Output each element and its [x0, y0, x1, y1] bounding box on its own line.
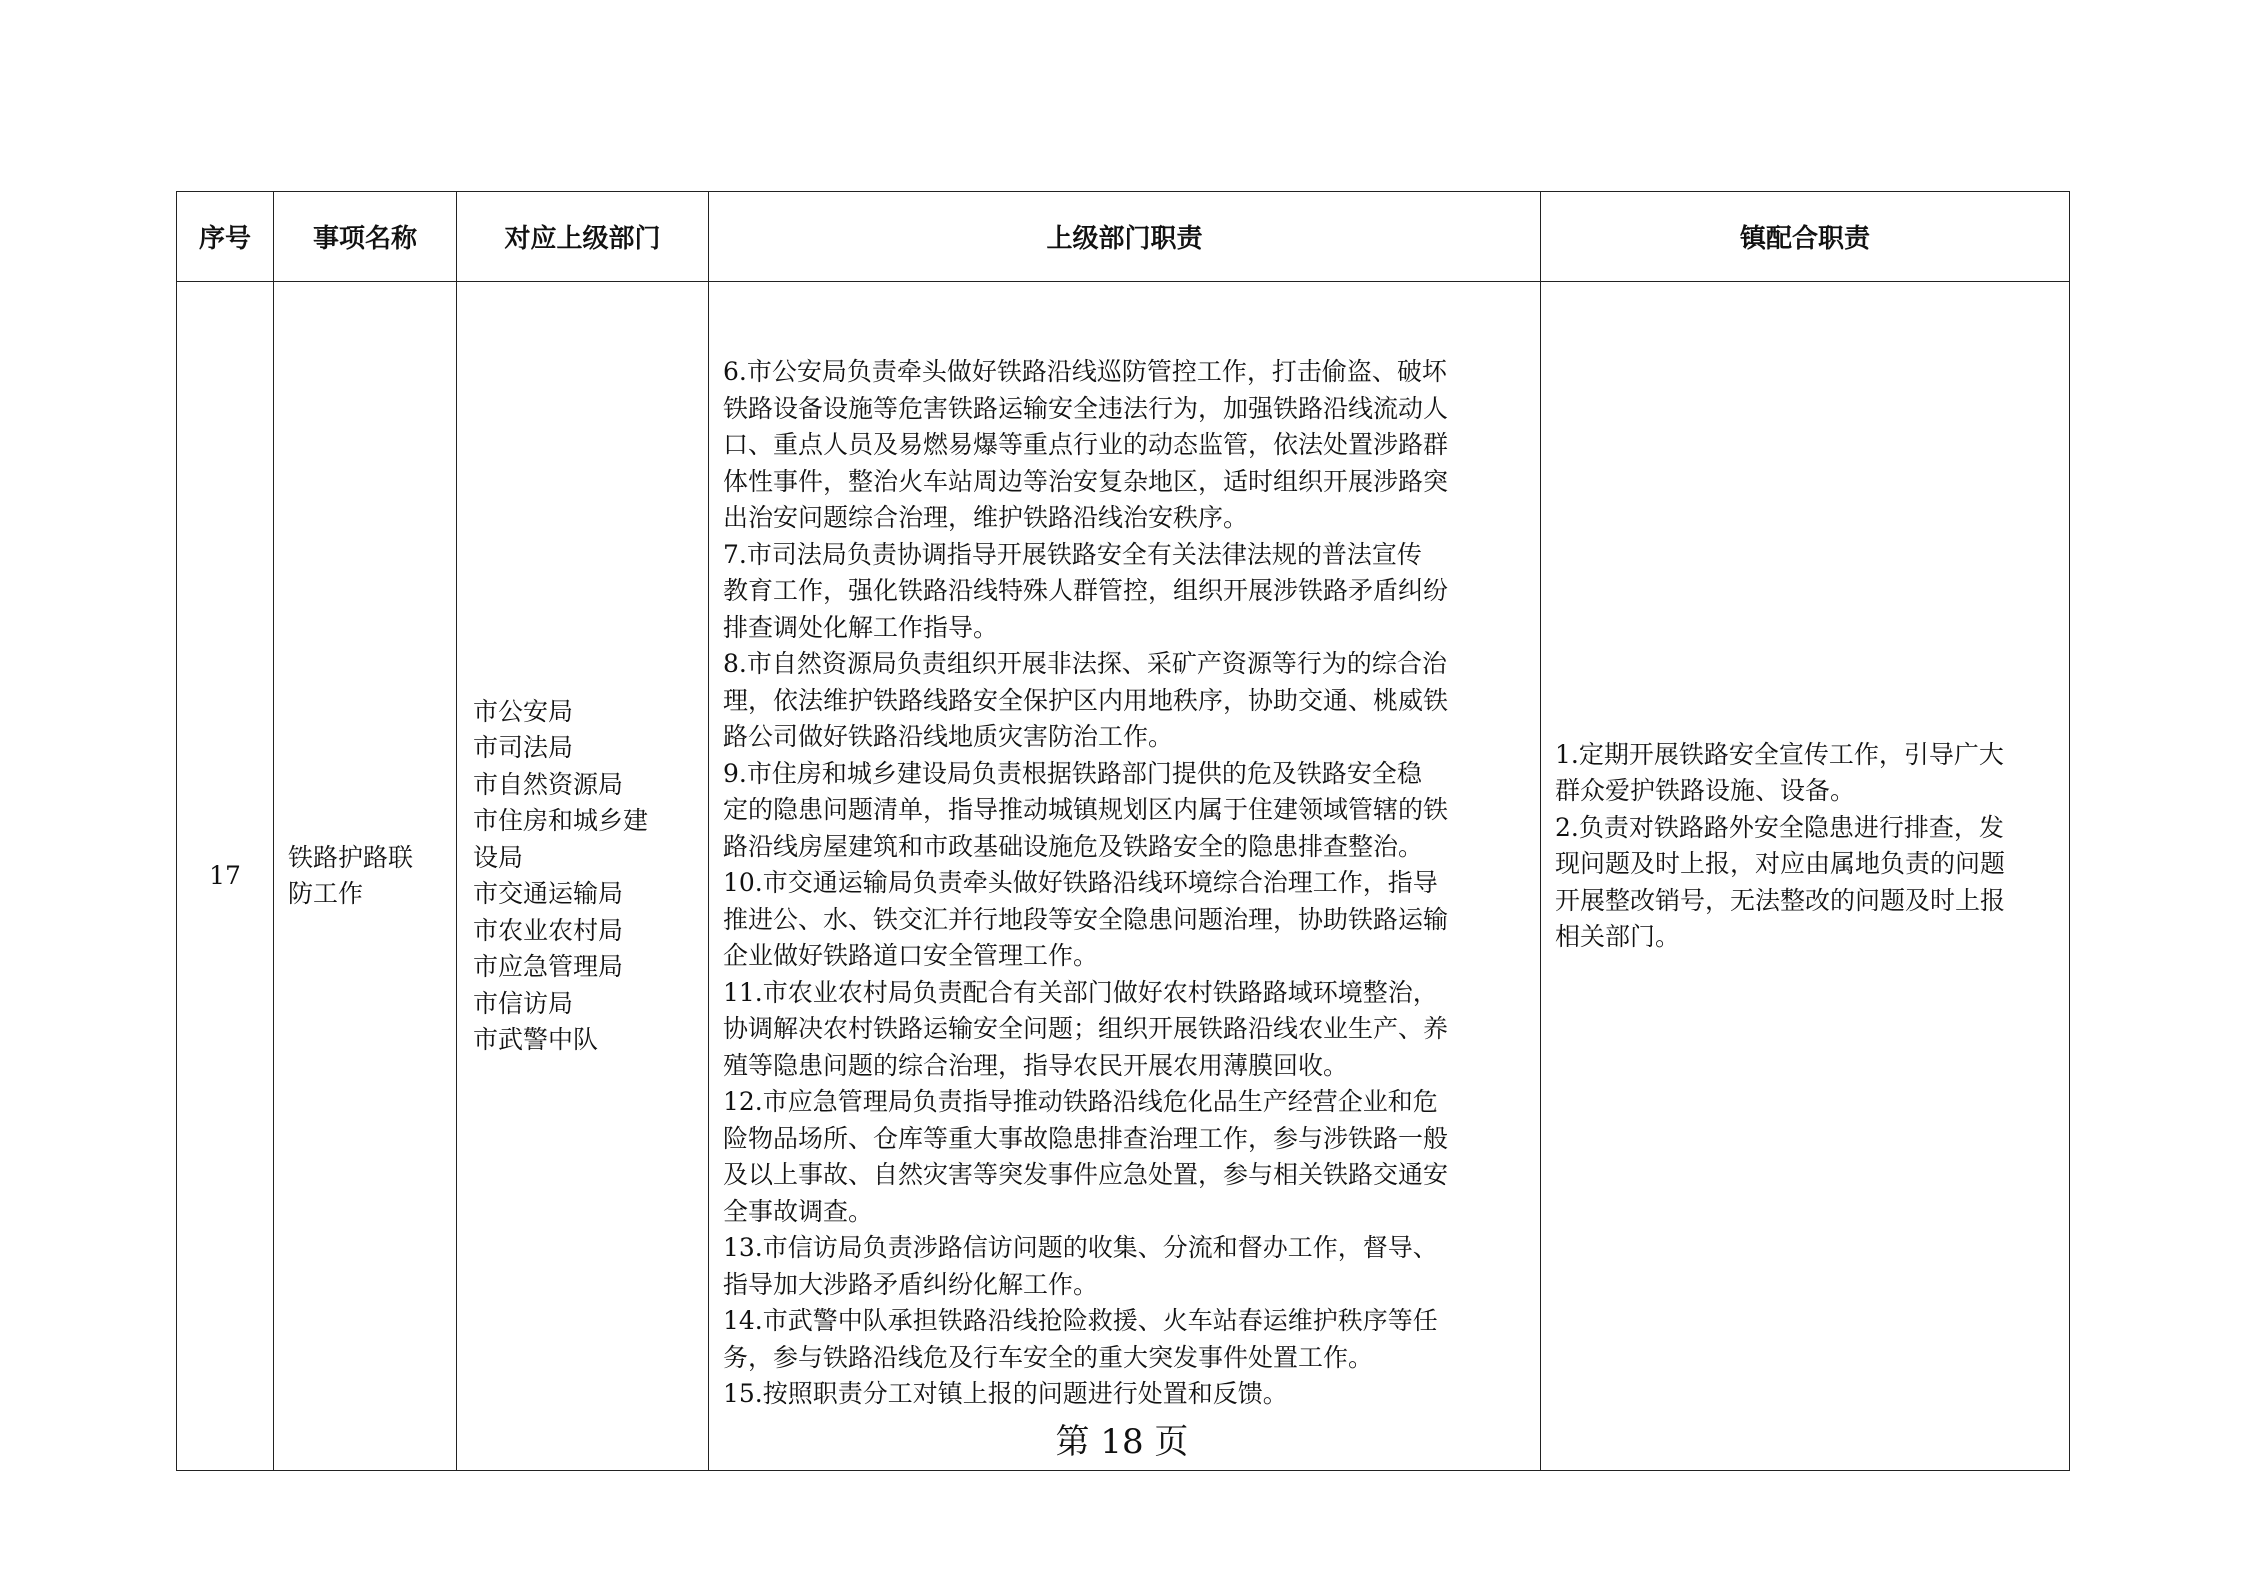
departments-cell: [457, 282, 709, 1471]
duty-table: [176, 191, 2070, 1471]
duty-line: 路公司做好铁路沿线地质灾害防治工作。: [723, 722, 1174, 751]
header-item-name: 事项名称: [274, 192, 457, 282]
department-line: 市公安局: [473, 696, 574, 726]
duty-line: 6.市公安局负责牵头做好铁路沿线巡防管控工作，打击偷盗、破坏: [723, 357, 1447, 386]
item-name-line: 防工作: [288, 879, 364, 908]
town-duty-line: 现问题及时上报，对应由属地负责的问题: [1555, 849, 2006, 878]
item-name-cell: [274, 282, 457, 1471]
row-number: 17: [177, 282, 274, 1471]
header-town-duties: 镇配合职责: [1541, 192, 2070, 282]
duty-line: 体性事件，整治火车站周边等治安复杂地区，适时组织开展涉路突: [723, 466, 1449, 496]
header-no: 序号: [177, 192, 274, 282]
duty-line: 口、重点人员及易燃易爆等重点行业的动态监管，依法处置涉路群: [723, 430, 1449, 459]
duty-line: 10.市交通运输局负责牵头做好铁路沿线环境综合治理工作，指导: [723, 868, 1438, 897]
town-duty-line: 群众爱护铁路设施、设备。: [1555, 776, 1856, 805]
duty-line: 理，依法维护铁路线路安全保护区内用地秩序，协助交通、桃威铁: [723, 685, 1449, 715]
duty-line: 9.市住房和城乡建设局负责根据铁路部门提供的危及铁路安全稳: [723, 758, 1422, 788]
header-superior-dept: 对应上级部门: [457, 192, 709, 282]
duty-line: 务，参与铁路沿线危及行车安全的重大突发事件处置工作。: [723, 1342, 1374, 1372]
duty-line: 13.市信访局负责涉路信访问题的收集、分流和督办工作，督导、: [723, 1233, 1438, 1262]
duty-line: 全事故调查。: [723, 1196, 874, 1226]
duty-line: 及以上事故、自然灾害等突发事件应急处置，参与相关铁路交通安: [723, 1160, 1449, 1189]
town-duty-line: 1.定期开展铁路安全宣传工作，引导广大: [1555, 739, 2004, 769]
duty-line: 推进公、水、铁交汇并行地段等安全隐患问题治理，协助铁路运输: [723, 904, 1449, 934]
duty-line: 14.市武警中队承担铁路沿线抢险救援、火车站春运维护秩序等任: [723, 1306, 1438, 1335]
duty-line: 路沿线房屋建筑和市政基础设施危及铁路安全的隐患排查整治。: [723, 831, 1424, 861]
page-number: 第 18 页: [1055, 1422, 1189, 1462]
duty-line: 教育工作，强化铁路沿线特殊人群管控，组织开展涉铁路矛盾纠纷: [723, 576, 1449, 605]
superior-duties-cell: [709, 282, 1541, 1471]
duty-line: 协调解决农村铁路运输安全问题；组织开展铁路沿线农业生产、养: [723, 1014, 1449, 1043]
duty-line: 12.市应急管理局负责指导推动铁路沿线危化品生产经营企业和危: [723, 1087, 1438, 1116]
town-duties-cell: [1541, 282, 2070, 1471]
department-line: 市农业农村局: [473, 915, 624, 945]
department-line: 市武警中队: [473, 1025, 599, 1054]
town-duty-line: 2.负责对铁路路外安全隐患进行排查，发: [1555, 812, 2004, 842]
duty-line: 8.市自然资源局负责组织开展非法探、采矿产资源等行为的综合治: [723, 649, 1447, 678]
department-line: 市交通运输局: [473, 879, 624, 908]
duty-line: 11.市农业农村局负责配合有关部门做好农村铁路路域环境整治，: [723, 977, 1438, 1007]
duty-line: 定的隐患问题清单，指导推动城镇规划区内属于住建领域管辖的铁: [723, 795, 1449, 824]
duty-line: 险物品场所、仓库等重大事故隐患排查治理工作，参与涉铁路一般: [723, 1123, 1449, 1153]
table-row: [177, 282, 2070, 1471]
item-name-line: 铁路护路联: [288, 842, 414, 872]
duty-line: 15.按照职责分工对镇上报的问题进行处置和反馈。: [723, 1379, 1288, 1408]
duty-line: 企业做好铁路道口安全管理工作。: [723, 941, 1099, 970]
duty-line: 指导加大涉路矛盾纠纷化解工作。: [723, 1269, 1099, 1299]
department-line: 市住房和城乡建: [473, 806, 649, 835]
department-line: 市自然资源局: [473, 769, 624, 799]
town-duty-line: 相关部门。: [1555, 922, 1681, 951]
duty-line: 7.市司法局负责协调指导开展铁路安全有关法律法规的普法宣传: [723, 539, 1422, 569]
department-line: 设局: [473, 842, 524, 872]
duty-line: 出治安问题综合治理，维护铁路沿线治安秩序。: [723, 503, 1249, 532]
header-row: [177, 192, 2070, 282]
town-duty-line: 开展整改销号，无法整改的问题及时上报: [1555, 885, 2006, 915]
duty-line: 殖等隐患问题的综合治理，指导农民开展农用薄膜回收。: [723, 1050, 1349, 1080]
department-line: 市应急管理局: [473, 952, 624, 981]
department-line: 市司法局: [473, 733, 574, 762]
header-superior-duties: 上级部门职责: [709, 192, 1541, 282]
duty-line: 排查调处化解工作指导。: [723, 612, 999, 642]
department-line: 市信访局: [473, 988, 574, 1018]
duty-line: 铁路设备设施等危害铁路运输安全违法行为，加强铁路沿线流动人: [723, 393, 1449, 423]
